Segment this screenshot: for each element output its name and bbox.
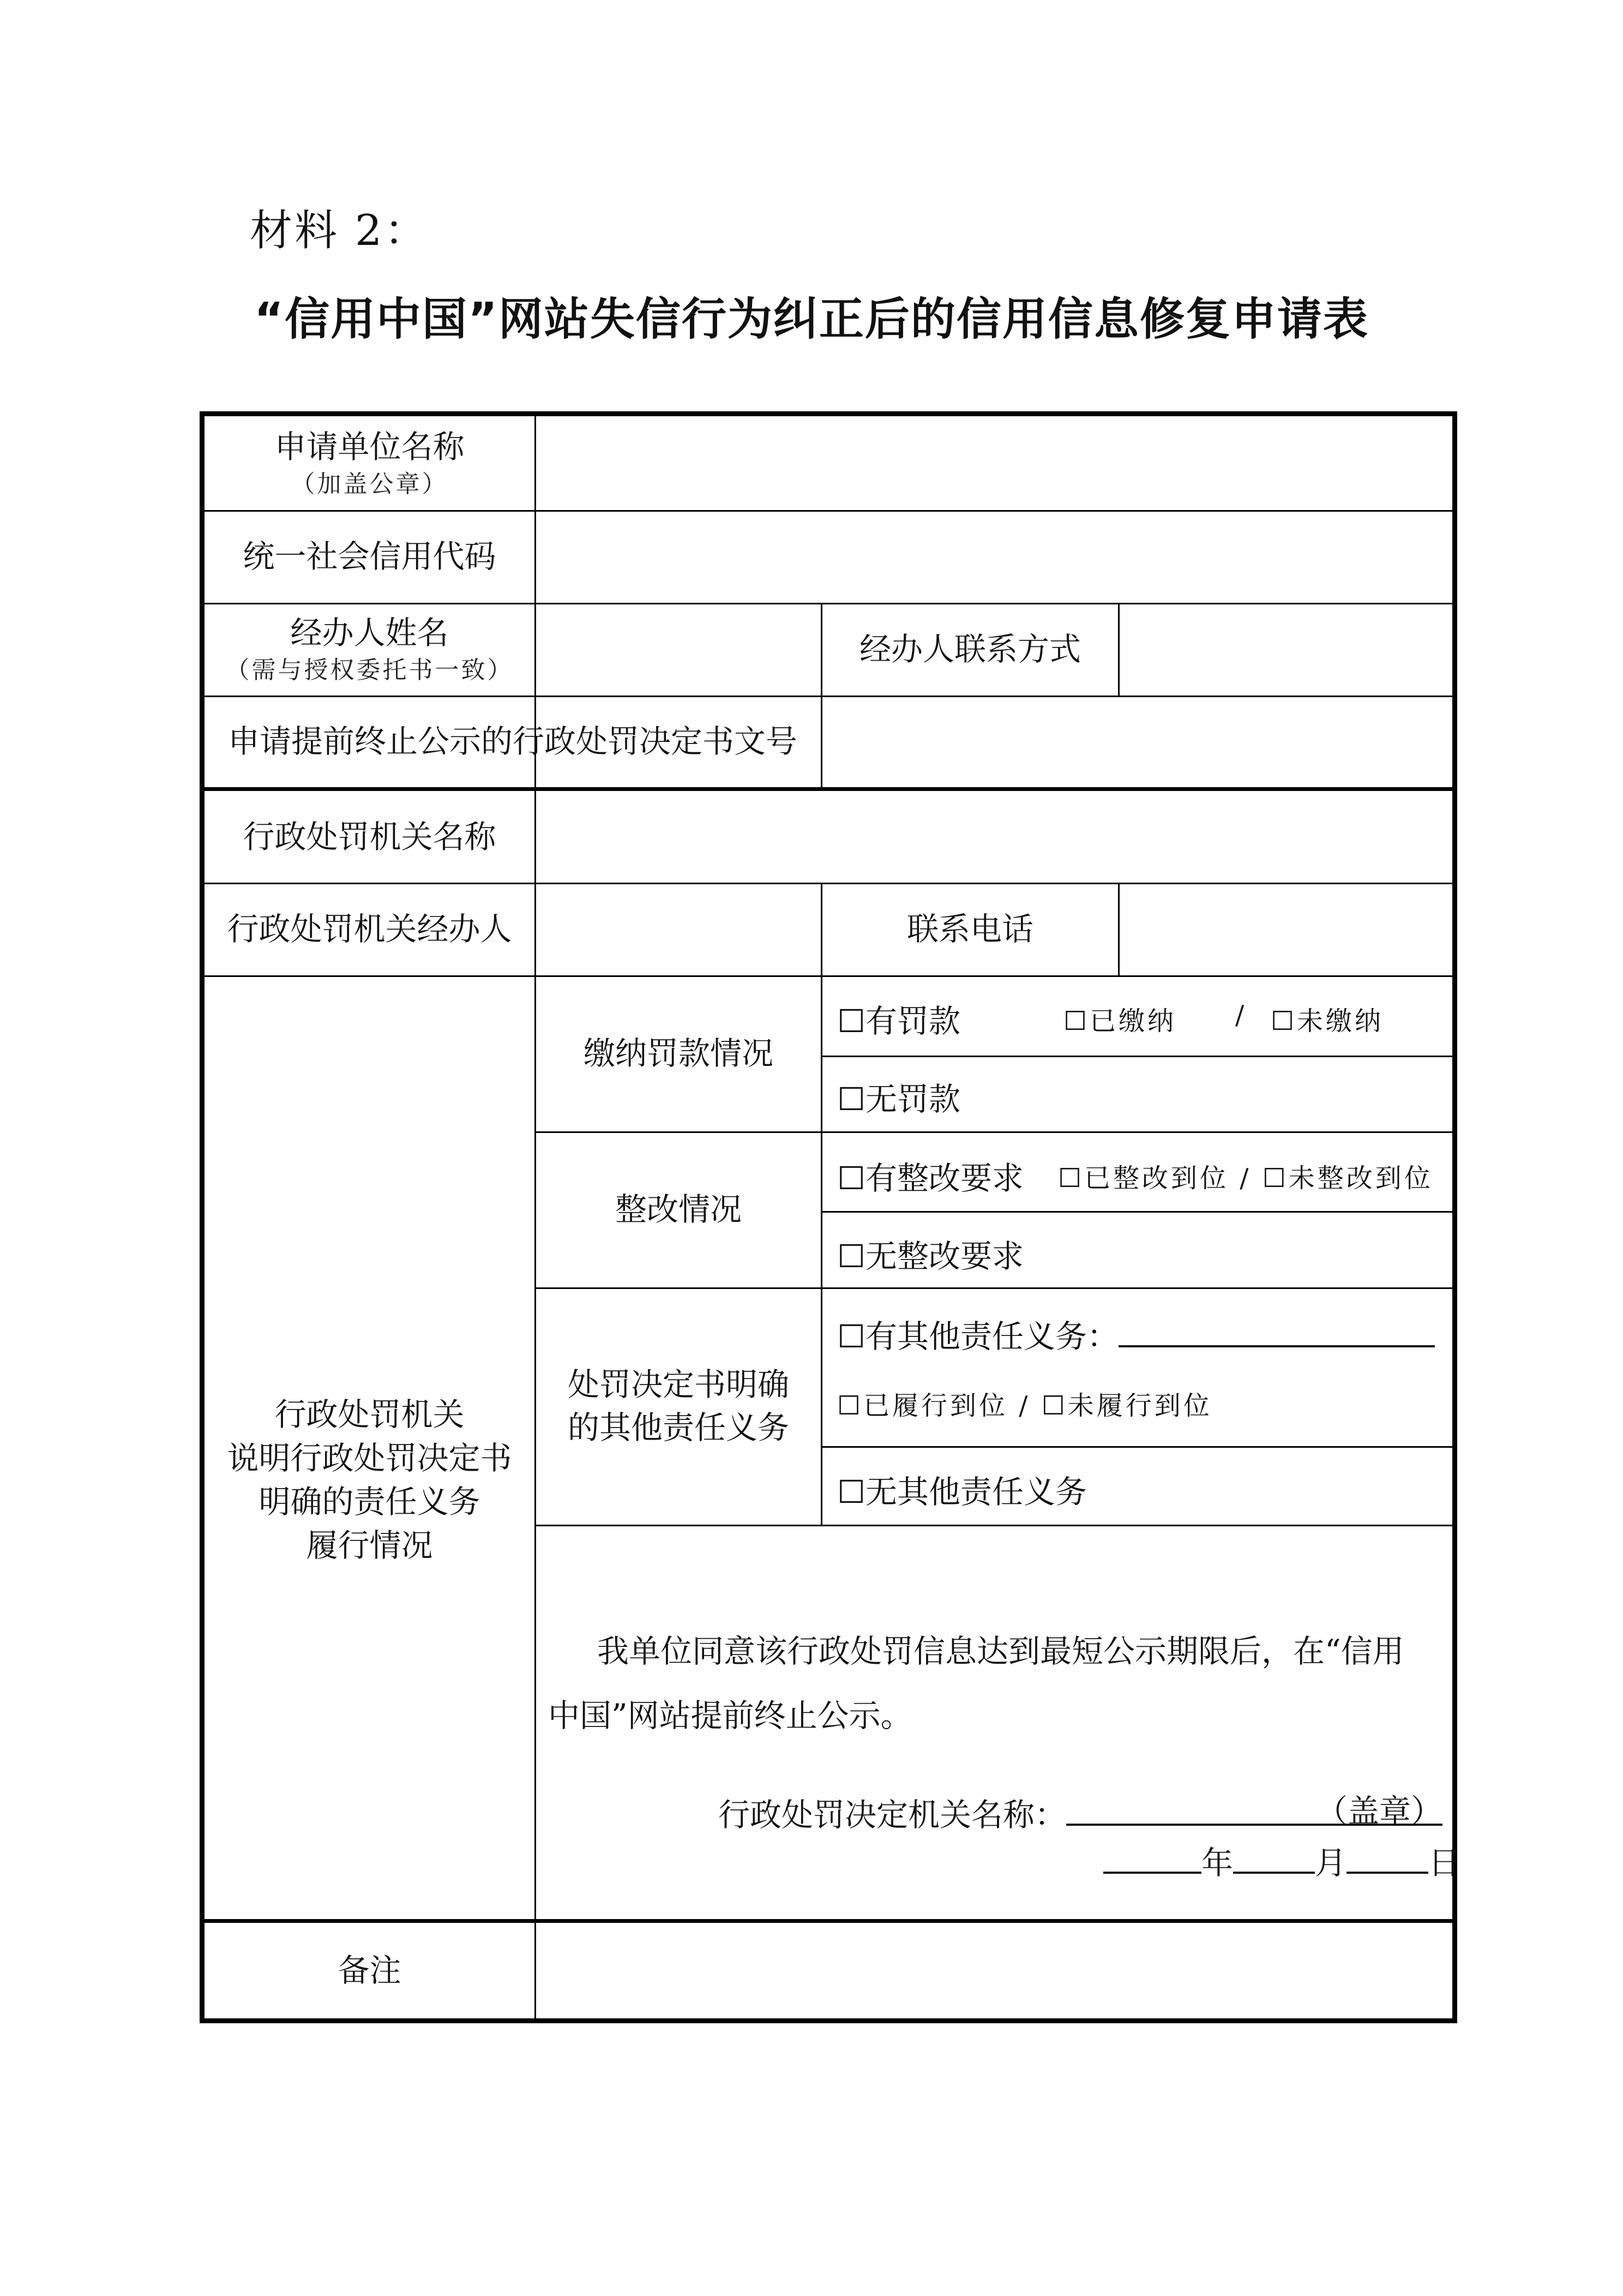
credit-code-label: 统一社会信用代码 — [243, 537, 496, 575]
has-other-duties-checkbox[interactable]: ☐有其他责任义务： — [837, 1311, 1435, 1357]
other-duties-blank[interactable] — [1119, 1345, 1435, 1347]
other-duties-label: 处罚决定书明确 的其他责任义务 — [567, 1366, 789, 1446]
date-line: 年 月 日 — [1103, 1837, 1460, 1883]
has-rectification-checkbox[interactable]: ☐有整改要求 — [837, 1160, 1024, 1197]
material-label: 材料 2： — [250, 206, 429, 255]
has-fine-checkbox[interactable]: ☐有罚款 — [837, 1003, 960, 1040]
fine-separator: / — [1235, 1000, 1247, 1030]
no-fine-checkbox[interactable]: ☐无罚款 — [837, 1081, 960, 1118]
applicant-name-label: 申请单位名称 （加盖公章） — [274, 428, 465, 499]
rectification-label: 整改情况 — [615, 1190, 742, 1228]
decision-number-label: 申请提前终止公示的行政处罚决定书文号 — [227, 722, 797, 760]
contact-phone-label: 联系电话 — [906, 910, 1033, 948]
performance-section-label: 行政处罚机关 说明行政处罚决定书 明确的责任义务 履行情况 — [227, 1395, 512, 1564]
handler-contact-label: 经办人联系方式 — [859, 630, 1081, 668]
handler-name-label: 经办人姓名 （需与授权委托书一致） — [225, 614, 514, 685]
year-blank[interactable] — [1103, 1872, 1201, 1874]
statement-line-2: 中国”网站提前终止公示。 — [548, 1697, 912, 1734]
authority-handler-label: 行政处罚机关经办人 — [227, 910, 512, 948]
fine-status-label: 缴纳罚款情况 — [583, 1034, 773, 1072]
fine-unpaid-checkbox[interactable]: ☐未缴纳 — [1271, 1006, 1384, 1036]
authority-name-label: 行政处罚机关名称 — [243, 818, 496, 855]
no-rectification-checkbox[interactable]: ☐无整改要求 — [837, 1238, 1024, 1275]
day-blank[interactable] — [1347, 1872, 1428, 1874]
fine-paid-checkbox[interactable]: ☐已缴纳 — [1063, 1006, 1177, 1036]
authority-signature-line: 行政处罚决定机关名称： （盖章） — [718, 1785, 1442, 1835]
month-blank[interactable] — [1233, 1872, 1315, 1874]
application-form-table — [200, 411, 1460, 2023]
no-other-duties-checkbox[interactable]: ☐无其他责任义务 — [837, 1473, 1087, 1510]
duty-status-options[interactable]: ☐已履行到位 / ☐未履行到位 — [837, 1390, 1212, 1421]
remarks-label: 备注 — [338, 1952, 401, 1989]
statement-line-1: 我单位同意该行政处罚信息达到最短公示期限后，在“信用 — [597, 1633, 1404, 1670]
rectification-status-options[interactable]: ☐已整改到位 / ☐未整改到位 — [1058, 1163, 1433, 1194]
authority-name-blank[interactable]: （盖章） — [1066, 1785, 1442, 1826]
page-title: “信用中国”网站失信行为纠正后的信用信息修复申请表 — [254, 293, 1369, 345]
